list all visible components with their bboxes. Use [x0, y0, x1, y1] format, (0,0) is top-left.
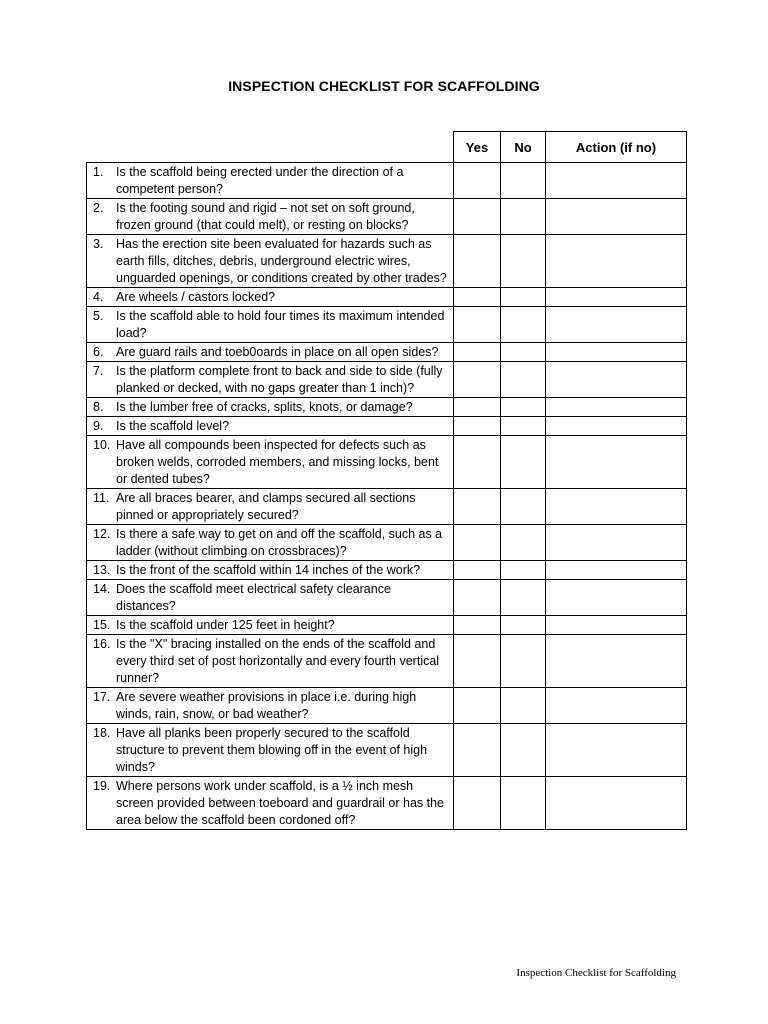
question-cell [87, 343, 454, 362]
no-cell[interactable] [501, 580, 546, 616]
table-row [87, 688, 687, 724]
question-number: 10. [93, 438, 111, 452]
question-text: Has the erection site been evaluated for hazards such as earth fills, ditches, debris, underground electric wires, unguarded openings, or conditions created by other trades? [116, 237, 447, 285]
question-content [93, 489, 449, 524]
yes-cell[interactable] [454, 688, 501, 724]
checklist-table [86, 131, 687, 830]
question-number: 12. [93, 527, 111, 541]
question-content [93, 777, 449, 829]
checklist-body [87, 163, 687, 830]
action-cell[interactable] [546, 307, 687, 343]
question-content [93, 288, 449, 306]
table-row [87, 525, 687, 561]
action-cell[interactable] [546, 561, 687, 580]
header-no: No [501, 132, 546, 163]
no-cell[interactable] [501, 616, 546, 635]
action-cell[interactable] [546, 635, 687, 688]
no-cell[interactable] [501, 199, 546, 235]
table-row [87, 307, 687, 343]
table-row [87, 580, 687, 616]
question-text: Is the platform complete front to back and side to side (fully planked or decked, with no gaps greater than 1 inch)? [116, 364, 443, 395]
question-content [93, 724, 449, 776]
question-cell [87, 489, 454, 525]
yes-cell[interactable] [454, 616, 501, 635]
action-cell[interactable] [546, 343, 687, 362]
no-cell[interactable] [501, 635, 546, 688]
question-cell [87, 561, 454, 580]
question-text: Is the scaffold level? [116, 419, 230, 433]
yes-cell[interactable] [454, 343, 501, 362]
table-row [87, 235, 687, 288]
no-cell[interactable] [501, 417, 546, 436]
page-footer: Inspection Checklist for Scaffolding [516, 967, 676, 979]
question-text: Is there a safe way to get on and off the scaffold, such as a ladder (without climbing on crossbraces)? [116, 527, 443, 558]
header-blank-cell [87, 132, 454, 163]
yes-cell[interactable] [454, 398, 501, 417]
header-yes: Yes [454, 132, 501, 163]
no-cell[interactable] [501, 362, 546, 398]
no-cell[interactable] [501, 288, 546, 307]
table-row [87, 489, 687, 525]
yes-cell[interactable] [454, 288, 501, 307]
table-row [87, 362, 687, 398]
no-cell[interactable] [501, 307, 546, 343]
question-text: Are all braces bearer, and clamps secured all sections pinned or appropriately secured? [116, 491, 416, 522]
question-content [93, 635, 449, 687]
question-cell [87, 398, 454, 417]
no-cell[interactable] [501, 688, 546, 724]
question-content [93, 362, 449, 397]
yes-cell[interactable] [454, 724, 501, 777]
question-number: 8. [93, 400, 104, 414]
question-text: Is the footing sound and rigid – not set on soft ground, frozen ground (that could melt), or resting on blocks? [116, 201, 415, 232]
table-row [87, 635, 687, 688]
action-cell[interactable] [546, 163, 687, 199]
question-text: Have all compounds been inspected for defects such as broken welds, corroded members, and missing locks, bent or dented tubes? [116, 438, 439, 486]
question-number: 13. [93, 563, 111, 577]
question-content [93, 616, 449, 634]
question-cell [87, 580, 454, 616]
question-content [93, 235, 449, 287]
question-content [93, 436, 449, 488]
action-cell[interactable] [546, 362, 687, 398]
question-content [93, 163, 449, 198]
action-cell[interactable] [546, 489, 687, 525]
question-cell [87, 688, 454, 724]
no-cell[interactable] [501, 163, 546, 199]
table-row [87, 398, 687, 417]
action-cell[interactable] [546, 417, 687, 436]
yes-cell[interactable] [454, 163, 501, 199]
question-text: Where persons work under scaffold, is a ½ inch mesh screen provided between toeboard and guardrail or has the area below the scaffold been cordoned off? [116, 779, 444, 827]
no-cell[interactable] [501, 489, 546, 525]
yes-cell[interactable] [454, 777, 501, 830]
document-title: INSPECTION CHECKLIST FOR SCAFFOLDING [228, 78, 540, 94]
yes-cell[interactable] [454, 635, 501, 688]
question-content [93, 398, 449, 416]
question-text: Is the "X" bracing installed on the ends of the scaffold and every third set of post horizontally and every fourth vertical runner? [116, 637, 440, 685]
question-text: Is the scaffold under 125 feet in height? [116, 618, 335, 632]
question-cell [87, 635, 454, 688]
yes-cell[interactable] [454, 580, 501, 616]
question-number: 18. [93, 726, 111, 740]
question-number: 1. [93, 165, 104, 179]
table-row [87, 616, 687, 635]
question-text: Does the scaffold meet electrical safety clearance distances? [116, 582, 391, 613]
question-cell [87, 362, 454, 398]
yes-cell[interactable] [454, 436, 501, 489]
action-cell[interactable] [546, 580, 687, 616]
question-number: 5. [93, 309, 104, 323]
yes-cell[interactable] [454, 417, 501, 436]
yes-cell[interactable] [454, 199, 501, 235]
table-row [87, 199, 687, 235]
yes-cell[interactable] [454, 362, 501, 398]
question-content [93, 343, 449, 361]
question-number: 6. [93, 345, 104, 359]
question-number: 9. [93, 419, 104, 433]
question-text: Is the lumber free of cracks, splits, knots, or damage? [116, 400, 413, 414]
question-cell [87, 163, 454, 199]
question-number: 16. [93, 637, 111, 651]
table-row [87, 343, 687, 362]
action-cell[interactable] [546, 688, 687, 724]
question-cell [87, 307, 454, 343]
table-row [87, 777, 687, 830]
question-content [93, 561, 449, 579]
question-text: Are wheels / castors locked? [116, 290, 276, 304]
question-text: Are severe weather provisions in place i.e. during high winds, rain, snow, or bad weather? [116, 690, 417, 721]
no-cell[interactable] [501, 724, 546, 777]
question-cell [87, 724, 454, 777]
yes-cell[interactable] [454, 525, 501, 561]
action-cell[interactable] [546, 436, 687, 489]
question-content [93, 417, 449, 435]
question-content [93, 688, 449, 723]
action-cell[interactable] [546, 235, 687, 288]
action-cell[interactable] [546, 724, 687, 777]
question-text: Have all planks been properly secured to the scaffold structure to prevent them blowing off in the event of high winds? [116, 726, 428, 774]
question-cell [87, 436, 454, 489]
question-text: Are guard rails and toeb0oards in place on all open sides? [116, 345, 439, 359]
question-cell [87, 417, 454, 436]
no-cell[interactable] [501, 777, 546, 830]
question-cell [87, 288, 454, 307]
table-row [87, 417, 687, 436]
question-content [93, 580, 449, 615]
action-cell[interactable] [546, 525, 687, 561]
question-number: 11. [93, 491, 110, 505]
question-number: 15. [93, 618, 111, 632]
question-number: 7. [93, 364, 104, 378]
table-header-row [87, 132, 687, 163]
yes-cell[interactable] [454, 307, 501, 343]
table-row [87, 724, 687, 777]
table-row [87, 288, 687, 307]
table-row [87, 561, 687, 580]
no-cell[interactable] [501, 343, 546, 362]
question-text: Is the front of the scaffold within 14 inches of the work? [116, 563, 421, 577]
no-cell[interactable] [501, 235, 546, 288]
no-cell[interactable] [501, 436, 546, 489]
action-cell[interactable] [546, 398, 687, 417]
yes-cell[interactable] [454, 235, 501, 288]
question-number: 2. [93, 201, 104, 215]
question-content [93, 307, 449, 342]
question-number: 19. [93, 779, 111, 793]
question-cell [87, 199, 454, 235]
question-number: 14. [93, 582, 111, 596]
question-cell [87, 616, 454, 635]
table-row [87, 163, 687, 199]
action-cell[interactable] [546, 777, 687, 830]
question-cell [87, 235, 454, 288]
question-content [93, 199, 449, 234]
question-cell [87, 525, 454, 561]
header-action: Action (if no) [546, 132, 687, 163]
no-cell[interactable] [501, 398, 546, 417]
question-content [93, 525, 449, 560]
table-row [87, 436, 687, 489]
question-text: Is the scaffold able to hold four times its maximum intended load? [116, 309, 445, 340]
action-cell[interactable] [546, 616, 687, 635]
question-number: 17. [93, 690, 111, 704]
question-number: 4. [93, 290, 104, 304]
question-cell [87, 777, 454, 830]
action-cell[interactable] [546, 288, 687, 307]
action-cell[interactable] [546, 199, 687, 235]
question-text: Is the scaffold being erected under the direction of a competent person? [116, 165, 404, 196]
yes-cell[interactable] [454, 561, 501, 580]
yes-cell[interactable] [454, 489, 501, 525]
question-number: 3. [93, 237, 104, 251]
no-cell[interactable] [501, 561, 546, 580]
no-cell[interactable] [501, 525, 546, 561]
